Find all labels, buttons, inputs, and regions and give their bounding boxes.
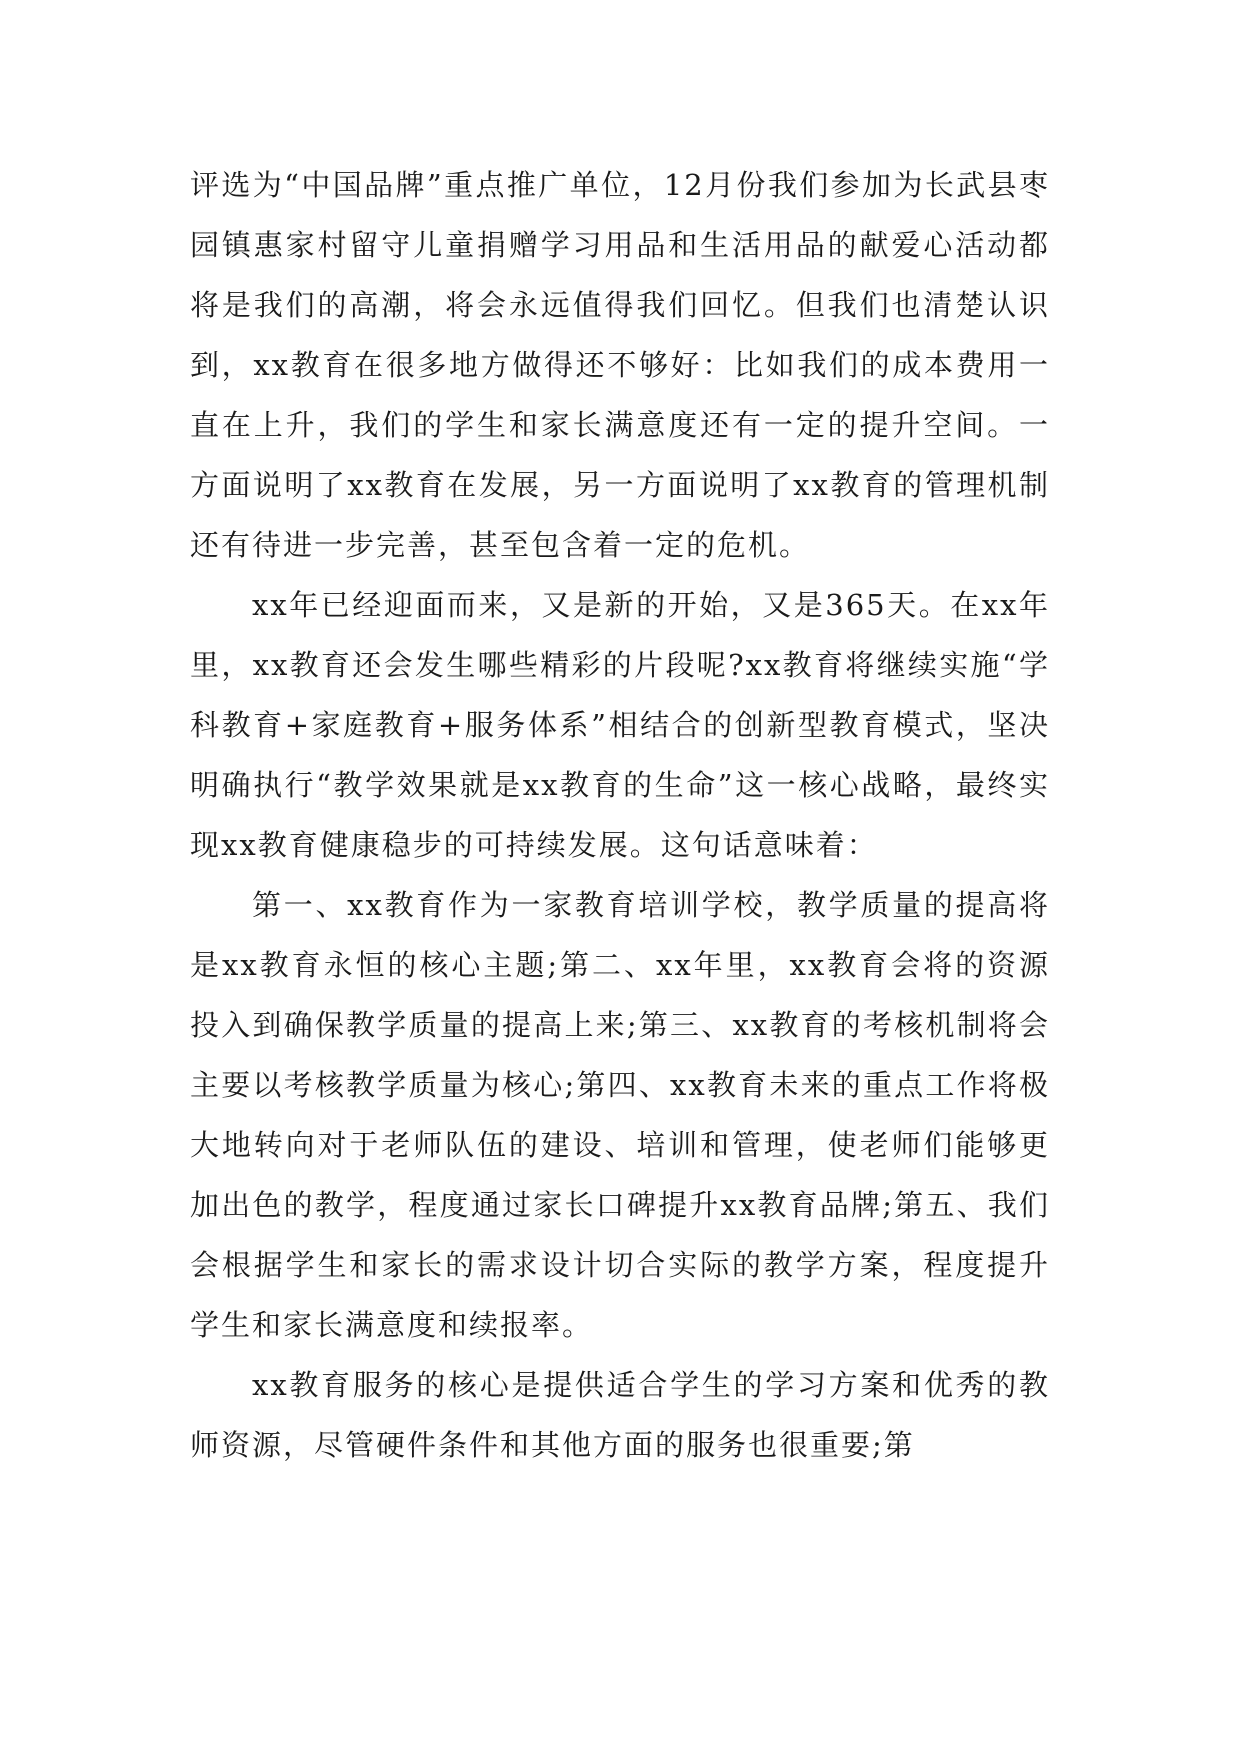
paragraph-continued: 评选为“中国品牌”重点推广单位，12月份我们参加为长武县枣园镇惠家村留守儿童捐赠学习用品和生活用品的献爱心活动都将是我们的高潮，将会永远值得我们回忆。但我们也清楚认识到，xx教育在很多地方做得还不够好：比如我们的成本费用一直在上升，我们的学生和家长满意度还有一定的提升空间。一方面说明了xx教育在发展，另一方面说明了xx教育的管理机制还有待进一步完善，甚至包含着一定的危机。 xyxy=(190,168,1050,562)
paragraph-priorities: 第一、xx教育作为一家教育培训学校，教学质量的提高将是xx教育永恒的核心主题;第二、xx年里，xx教育会将的资源投入到确保教学质量的提高上来;第三、xx教育的考核机制将会主要以考核教学质量为核心;第四、xx教育未来的重点工作将极大地转向对于老师队伍的建设、培训和管理，使老师们能够更加出色的教学，程度通过家长口碑提升xx教育品牌;第五、我们会根据学生和家长的需求设计切合实际的教学方案，程度提升学生和家长满意度和续报率。 xyxy=(190,888,1050,1342)
document-body xyxy=(190,155,1050,1475)
paragraph-service-core: xx教育服务的核心是提供适合学生的学习方案和优秀的教师资源，尽管硬件条件和其他方面的服务也很重要;第 xyxy=(190,1368,1050,1462)
paragraph-new-year: xx年已经迎面而来，又是新的开始，又是365天。在xx年里，xx教育还会发生哪些精彩的片段呢?xx教育将继续实施“学科教育+家庭教育+服务体系”相结合的创新型教育模式，坚决明确执行“教学效果就是xx教育的生命”这一核心战略，最终实现xx教育健康稳步的可持续发展。这句话意味着： xyxy=(190,588,1050,862)
